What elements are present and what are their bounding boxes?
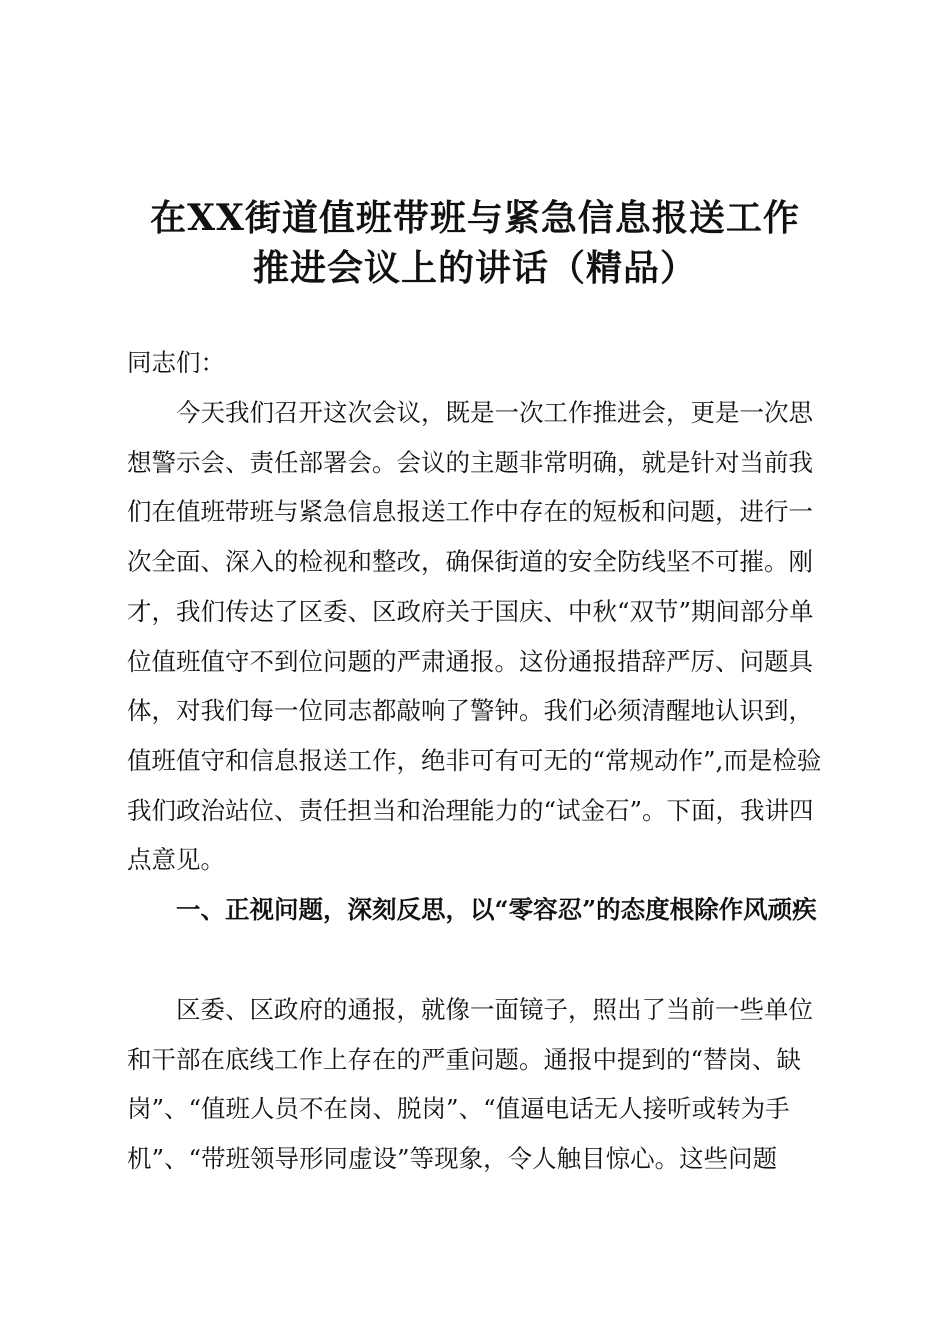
paragraph-section-1: 区委、区政府的通报，就像一面镜子，照出了当前一些单位和干部在底线工作上存在的严重问题。通报中提到的“替岗、缺岗”、“值班人员不在岗、脱岗”、“值逼电话无人接听或转为手机”、“带班领导形同虚设”等现象，令人触目惊心。这些问题 bbox=[127, 995, 813, 1174]
paragraph-intro: 今天我们召开这次会议，既是一次工作推进会，更是一次思想警示会、责任部署会。会议的主题非常明确，就是针对当前我们在值班带班与紧急信息报送工作中存在的短板和问题，进行一次全面、深入的检视和整改，确保街道的安全防线坚不可摧。刚才，我们传达了区委、区政府关于国庆、中秋“双节”期间部分单位值班值守不到位问题的严肃通报。这份通报措辞严厉、问题具体，对我们每一位同志都敲响了警钟。我们必须清醒地认识到，值班值守和信息报送工作，绝非可有可无的“常规动作”,而是检验我们政治站位、责任担当和治理能力的“试金石”。下面，我讲四点意见。 bbox=[127, 398, 822, 875]
salutation: 同志们： bbox=[127, 348, 225, 377]
document-title-line-2: 推进会议上的讲话（精品） bbox=[252, 247, 697, 289]
section-heading-1: 一、正视问题，深刻反思，以“零容忍”的态度根除作风顽疾 bbox=[176, 895, 817, 924]
document-title-line-1: 在XX街道值班带班与紧急信息报送工作 bbox=[150, 197, 800, 239]
